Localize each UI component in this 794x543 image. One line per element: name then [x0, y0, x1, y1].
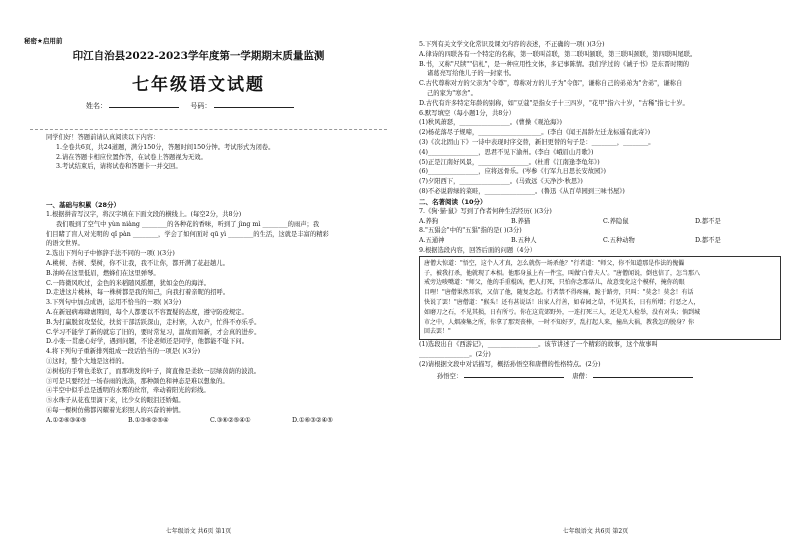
tangseng-label: 唐僧： [572, 372, 592, 380]
question-4-stem: 4.将下列句子重新排列组成一段话恰当的一项是( )(3分) [46, 348, 201, 356]
student-info [86, 100, 294, 111]
option-c: C.养隐鼠 [603, 217, 629, 225]
exam-page-2 [397, 0, 794, 543]
question-2-option: A.桃树、杏树、梨树，你不让我，我不让你，都开满了花赶趟儿。 [46, 259, 229, 267]
question-3-stem: 3.下列句中加点成语，运用不恰当的一项( )(3分) [46, 299, 182, 307]
reading-passage [419, 256, 781, 340]
question-7-stem: 7.《狗·猫·鼠》写到了作者何种生活经历( )(3分) [419, 207, 552, 215]
question-5-option: 己的家为"寒舍"。 [427, 89, 477, 97]
question-6-stem: 6.默写填空（每小题1分，共8分） [419, 109, 515, 117]
answer-row [419, 370, 781, 382]
fill-blank: (7)夕阳西下，________________。(马致远《天净沙·秋思》) [419, 178, 583, 186]
option-b: B.五种人 [511, 237, 537, 245]
fill-blank: (1)秋风萧瑟，________________。(曹操《观沧海》) [419, 119, 562, 127]
fill-blank: (8)不必说碧绿的菜畦，________________。(鲁迅《从百草园到三味书屋》) [419, 187, 625, 195]
question-5-option: 诸葛亮写给他儿子的一封家书。 [427, 70, 516, 78]
option-c: C.五种动物 [603, 237, 635, 245]
section-heading: 二、名著阅读（10分） [419, 197, 487, 206]
question-8-stem: 8."五猖会"中的"五猖"指的是( )(3分) [419, 227, 522, 235]
name-blank[interactable] [109, 100, 179, 108]
notice-block [46, 133, 382, 172]
question-3-option: A.在新冠病毒肆虐期间，每个人都要以不容置疑的态度，遵守防疫规定。 [46, 308, 248, 316]
question-4-sentence: ④半空中似乎总是透明的水雾的丝帘，牵动着阳光的彩线。 [46, 387, 210, 395]
section-basics [46, 200, 382, 426]
passage-line: 回去罢！" [424, 328, 451, 336]
tangseng-blank[interactable] [593, 370, 693, 378]
section-heading: 一、基础与积累（28分） [46, 201, 121, 209]
question-2-option: D.走进这片桃林，每一株树都是我的知己，向我打着亲昵的招呼。 [46, 289, 230, 297]
fill-blank: (2)杨花落尽子规啼，____________________。(李白《闻王昌龄左迁龙标遥有此寄》) [419, 129, 651, 137]
question-9-stem: 9.根据选段内容，回答后面的问题（4分） [419, 246, 537, 254]
question-5-option: C.古代尊称对方的父亲为"令尊"，尊称对方的儿子为"令郎"，谦称自己的弟弟为"舍弟"，谦称自 [419, 80, 683, 88]
right-content [419, 40, 781, 381]
option-a: A.①②⑥③④⑤ [46, 416, 87, 424]
notice-line: 3.考试结束后，请将试卷和答题卡一并交回。 [56, 163, 182, 171]
sunwukong-blank[interactable] [464, 370, 564, 378]
exam-title: 七年级语文试题 [132, 75, 265, 95]
question-2-stem: 2.选出下列句子中修辞手法不同的一项( )(3分) [46, 250, 175, 258]
question-5-option: B.书，又称"尺牍""信札"，是一种应用性文体，多记事陈情。我们学过的《诫子书》是东晋时期的 [419, 60, 690, 68]
question-3-option: C.学习不能学了新的就忘了旧的，要时常复习，温故而知新，才会真的进步。 [46, 328, 261, 336]
name-label: 姓名： [86, 102, 107, 110]
option-a: A.养狗 [419, 217, 439, 225]
passage-line: 目哩！"唐僧果然耳软，又信了他，随复念起。行者禁不得疼痛，跪于路旁，只叫："莫念！莫念！有话 [424, 289, 694, 297]
question-2-option: C.一阵微风吹过，金色的米稻随风摇摆，犹如金色的海洋。 [46, 279, 211, 287]
question-5-stem: 5.下列有关文学文化常识及课文内容的表述，不正确的一项( )(3分) [419, 41, 605, 48]
fill-blank: (4)________________，思君不见下渝州。(李白《峨眉山月歌》) [419, 148, 594, 156]
question-4-sentence: ⑤水珠子从花苞里滴下来，比少女的眼泪还娇媚。 [46, 397, 185, 405]
question-4-sentence: ①这时，整个大地是这样的。 [46, 357, 128, 365]
id-label: 号码： [190, 102, 212, 110]
question-5-option: A.律诗的四联各有一个特定的名称，第一联叫首联，第二联叫颔联，第三联叫颈联，第四联叫尾联。 [419, 50, 697, 58]
question-9-1-blank: ________________。(2分) [419, 350, 491, 358]
secret-label: 秘密★启用前 [24, 37, 63, 45]
sunwukong-label: 孙悟空： [437, 372, 463, 380]
question-2-option: B.油岭在这里低眉，燃蜂们在这里弹琴。 [46, 269, 160, 277]
fill-blank: (5)正是江南好风景，________________。(杜甫《江南逢李龟年》) [419, 158, 600, 166]
option-d: D.都不是 [695, 217, 721, 225]
notice-title: 同学们好！答题前请认真阅读以下内容： [46, 134, 160, 141]
page-footer: 七年级语文 共6页 第1页 [165, 528, 232, 535]
fill-blank: (6)________________，应将远骨乐。(岑参《行军九日思长安故园》) [419, 168, 606, 176]
question-4-options [46, 416, 382, 426]
question-1-stem: 1.根据拼音写汉字，将汉字填在下面文段的横线上。(每空2分，共8分) [46, 211, 242, 218]
passage-line: 唐僧大惊道："悟空，这个人才真，怎么就伤一场杀他？"行者道："师父，你不知道那是作法的傀儡 [424, 259, 685, 267]
passage-line: 如磨刀之石，不见其损，日有所亏。你在这荒郊野外，一连打死三人，还是无人检举，没有对头；倘到城 [424, 308, 701, 316]
passage-line: 市之中，人烟凑集之所，你拿了那哭丧棒，一时不知好歹，乱打起人来，撞出大祸，教我怎的脱身？你 [424, 318, 695, 326]
page-footer: 七年级语文 共6页 第2页 [562, 528, 629, 535]
passage-line: 戒旁边唆嘴道："师父，他的手重棍凶，把人打死，只怕你念那话儿，故意变化这个模样，掩你的眼 [424, 279, 685, 287]
question-1-line: 们目睹了盲人对光明的 qǐ pàn ________，学会了如何面对 qū yì ________的生活，这就是丰富的精彩 [46, 230, 329, 238]
question-4-sentence: ②树枝的手臂也柔软了，而那萌发的叶子，简直像是柔软一层绿茵荫的波浪。 [46, 367, 261, 375]
question-9-2: (2)请根据文段中对话描写，概括孙悟空和唐僧的性格特点。(2分) [419, 360, 601, 368]
option-b: B.①③⑥②⑤④ [128, 416, 169, 424]
question-7-options [419, 217, 781, 227]
passage-line: 快说了罢！"唐僧道："猴头！还有甚说话！出家人行善，如春园之草，不见其长，日有所增；行恶之人， [424, 298, 700, 306]
option-d: D.①⑥③②④⑤ [292, 416, 333, 424]
exam-header: 印江自治县2022-2023学年度第一学期期末质量监测 [72, 50, 325, 62]
fill-blank: (3)《次北固山下》一诗中表现时序交替，新旧更替的句子是：________，________。 [419, 138, 655, 146]
question-4-sentence: ③可是只要经过一场春雨的洗涤，那种颜色和神态是难以想象的。 [46, 377, 229, 385]
question-1-line: 我们吸到了空气中 yùn niàng ________的各种花的香味，听到了 jìng mì ________的雨声；我 [56, 220, 320, 228]
question-3-option: D.小张一贯虚心好学，遇到问题，不论老师还是同学，他都能不耻下问。 [46, 338, 249, 346]
question-8-options [419, 236, 781, 246]
option-c: C.③⑥②⑤④① [210, 416, 251, 424]
notice-line: 1.全卷共6页，共24道题，满分150分，答题时间150分钟。考试形式为闭卷。 [56, 143, 275, 151]
notice-line: 2.请在答题卡相应位置作答，在试卷上答题视为无效。 [56, 153, 207, 161]
question-4-sentence: ⑥每一棵树仿佛都闪耀着光彩照人的兴奋的神情。 [46, 406, 185, 414]
question-1-line: 的语文世界。 [46, 240, 84, 248]
divider-rule [30, 129, 387, 130]
question-5-option: D.古代有许多特定年龄的别称，如"豆蔻"是指女子十三四岁，"花甲"指六十岁，"古稀"指七十岁。 [419, 99, 689, 107]
option-d: D.都不是 [695, 237, 721, 245]
option-a: A.五通神 [419, 237, 445, 245]
question-9-1: (1)选段出自《西游记》，________________。该节讲述了一个精彩的故事，这个故事叫 [419, 341, 658, 349]
passage-line: 子，被我打杀，他就现了本相。他那身虽上有一件宝，叫做'白骨夫人'。"唐僧闻说，倒也信了，怎当那八 [424, 269, 701, 277]
question-3-option: B.为打赢脱贫攻坚仗，扶贫干部活跃深山，走村寨，入农户，忙得不亦乐乎。 [46, 318, 261, 326]
option-b: B.养猫 [511, 217, 531, 225]
id-blank[interactable] [214, 100, 294, 108]
